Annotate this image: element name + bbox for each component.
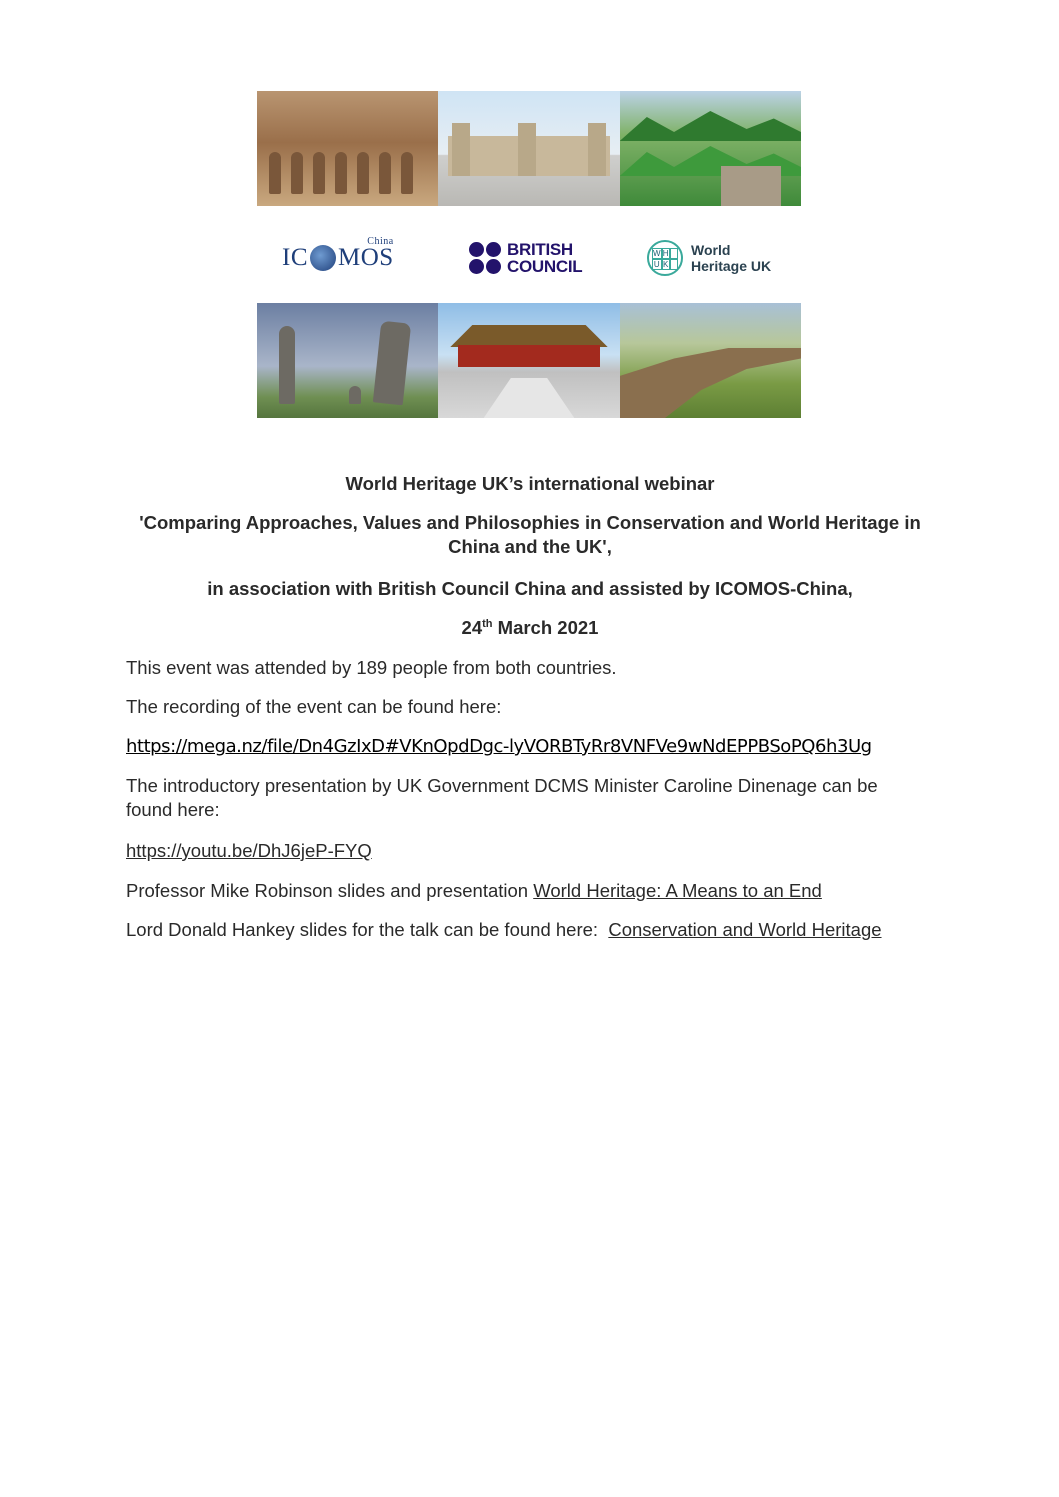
partner-logos [257, 228, 801, 288]
british-council-dots-icon [469, 242, 501, 274]
webinar-subtitle: 'Comparing Approaches, Values and Philosophies in Conservation and World Heritage in China and the UK', [139, 512, 921, 557]
recording-intro-text: The recording of the event can be found here: [126, 696, 502, 717]
robinson-slides-link[interactable]: World Heritage: A Means to an End [533, 880, 822, 901]
whuk-grid-icon: W H U K [647, 240, 683, 276]
icomos-china-logo: IC MOS China [282, 236, 394, 271]
association-line: in association with British Council China and assisted by ICOMOS-China, [207, 578, 853, 599]
terracotta-warriors-photo [257, 91, 438, 206]
hadrians-wall-photo [620, 303, 801, 418]
forbidden-city-photo [438, 303, 619, 418]
attendance-text: This event was attended by 189 people from both countries. [126, 657, 617, 678]
top-photo-banner [257, 91, 801, 206]
world-heritage-uk-logo: W H U K World Heritage UK [647, 228, 771, 288]
youtube-link-line [126, 839, 372, 863]
great-wall-photo [620, 91, 801, 206]
recording-link[interactable]: https://mega.nz/file/Dn4GzIxD#VKnOpdDgc-lyVORBTyRr8VNFVe9wNdEPPBSoPQ6h3Ug [126, 736, 872, 757]
hankey-slides-link[interactable]: Conservation and World Heritage [608, 919, 882, 940]
bottom-photo-banner [257, 303, 801, 418]
globe-icon [310, 245, 336, 271]
robinson-line: Professor Mike Robinson slides and presentation World Heritage: A Means to an End [126, 880, 822, 901]
webinar-title: World Heritage UK’s international webinar [345, 473, 715, 494]
blenheim-palace-photo [438, 91, 619, 206]
hankey-line: Lord Donald Hankey slides for the talk can be found here: Conservation and World Heritage [126, 919, 882, 940]
youtube-link[interactable]: https://youtu.be/DhJ6jeP-FYQ [126, 840, 372, 861]
event-date: 24th March 2021 [461, 617, 599, 638]
recording-link-line [126, 734, 872, 759]
intro-presentation-text: The introductory presentation by UK Government DCMS Minister Caroline Dinenage can be found here: [126, 775, 878, 820]
standing-stones-photo [257, 303, 438, 418]
british-council-logo: BRITISH COUNCIL [469, 228, 582, 288]
